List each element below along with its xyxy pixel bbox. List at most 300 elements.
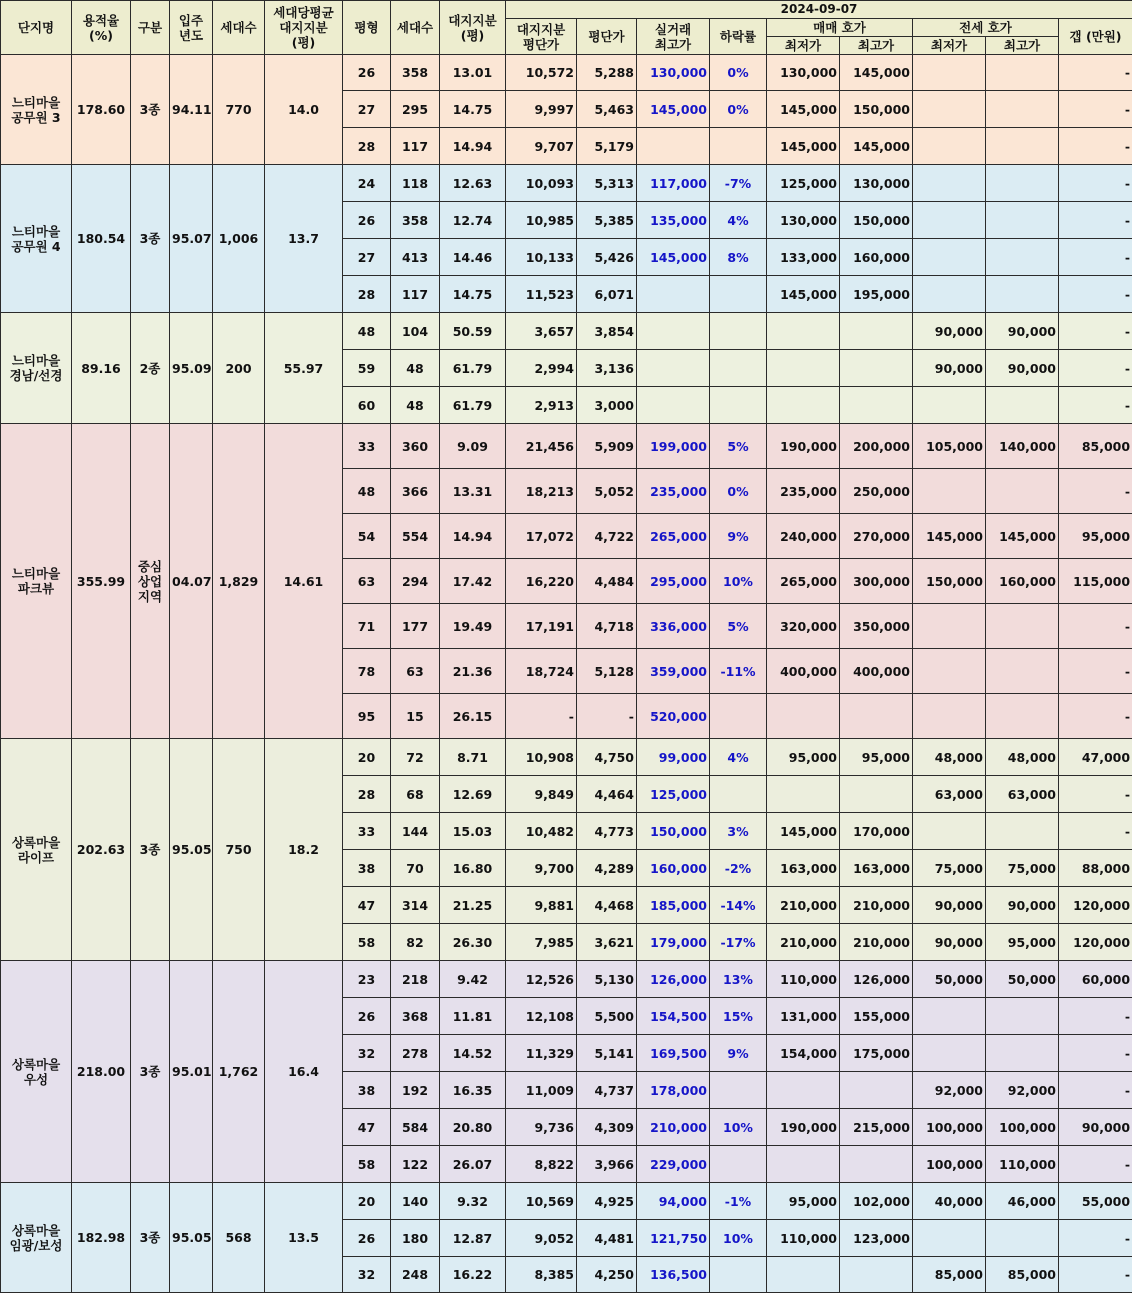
cell-jmax [986,1220,1059,1257]
cell-gap: - [1059,1035,1132,1072]
table-row [1,1183,1132,1220]
cell-py: 38 [343,850,391,887]
complex-name: 느티마을 공무원 3 [1,55,72,165]
cell-drop: 4% [710,739,767,776]
cell-jmin [913,91,986,128]
complex-households: 770 [213,55,265,165]
cell-land: 61.79 [440,350,506,387]
cell-smin [767,1072,840,1109]
cell-gap: - [1059,239,1132,276]
cell-smax: 145,000 [840,128,913,165]
cell-pp: 5,385 [577,202,637,239]
cell-smin: 235,000 [767,469,840,514]
cell-land: 12.87 [440,1220,506,1257]
cell-drop [710,1072,767,1109]
cell-drop [710,350,767,387]
complex-name: 상록마을 우성 [1,961,72,1183]
cell-units: 366 [391,469,440,514]
cell-land: 17.42 [440,559,506,604]
cell-lp: 10,985 [506,202,577,239]
cell-smin: 95,000 [767,1183,840,1220]
cell-smin: 130,000 [767,55,840,91]
cell-drop: -1% [710,1183,767,1220]
table-row [1,961,1132,998]
cell-smin: 265,000 [767,559,840,604]
table-row [1,739,1132,776]
cell-land: 8.71 [440,739,506,776]
cell-jmin [913,55,986,91]
cell-jmax: 140,000 [986,424,1059,469]
cell-jmax: 46,000 [986,1183,1059,1220]
cell-gap: - [1059,128,1132,165]
cell-pp: - [577,694,637,739]
cell-smin [767,1146,840,1183]
cell-smax: 95,000 [840,739,913,776]
header-jeonse-group: 전세 호가 [913,19,1059,37]
cell-pp: 4,773 [577,813,637,850]
header-pyeong: 평형 [343,1,391,55]
cell-units: 118 [391,165,440,202]
cell-py: 28 [343,128,391,165]
cell-drop [710,1146,767,1183]
cell-smin: 163,000 [767,850,840,887]
cell-units: 144 [391,813,440,850]
cell-land: 26.15 [440,694,506,739]
header-avg-land: 세대당평균 대지지분 (평) [265,1,343,55]
cell-jmin: 105,000 [913,424,986,469]
cell-py: 63 [343,559,391,604]
cell-lp: 10,569 [506,1183,577,1220]
header-far: 용적율 (%) [72,1,131,55]
cell-jmin: 100,000 [913,1146,986,1183]
cell-units: 584 [391,1109,440,1146]
cell-jmin [913,276,986,313]
cell-real: 199,000 [637,424,710,469]
header-households: 세대수 [213,1,265,55]
cell-gap: - [1059,313,1132,350]
cell-land: 16.22 [440,1257,506,1293]
cell-jmax [986,239,1059,276]
cell-py: 32 [343,1257,391,1293]
cell-units: 177 [391,604,440,649]
cell-pp: 5,313 [577,165,637,202]
cell-py: 20 [343,739,391,776]
cell-land: 9.32 [440,1183,506,1220]
cell-smax: 300,000 [840,559,913,604]
cell-pp: 5,141 [577,1035,637,1072]
cell-units: 368 [391,998,440,1035]
cell-py: 24 [343,165,391,202]
cell-pp: 5,179 [577,128,637,165]
cell-drop: 5% [710,424,767,469]
cell-land: 11.81 [440,998,506,1035]
cell-land: 12.74 [440,202,506,239]
cell-lp: 8,385 [506,1257,577,1293]
cell-jmax: 90,000 [986,350,1059,387]
cell-real: 295,000 [637,559,710,604]
cell-drop: 13% [710,961,767,998]
cell-smax: 150,000 [840,91,913,128]
cell-real: 336,000 [637,604,710,649]
table-row [1,55,1132,91]
cell-py: 23 [343,961,391,998]
cell-smax: 150,000 [840,202,913,239]
cell-land: 12.63 [440,165,506,202]
cell-lp: 3,657 [506,313,577,350]
cell-real: 135,000 [637,202,710,239]
cell-land: 9.09 [440,424,506,469]
cell-lp: 21,456 [506,424,577,469]
complex-avg-land: 13.7 [265,165,343,313]
cell-real [637,350,710,387]
cell-jmax [986,165,1059,202]
cell-units: 48 [391,387,440,424]
cell-py: 58 [343,924,391,961]
cell-real: 121,750 [637,1220,710,1257]
complex-year: 95.01 [170,961,213,1183]
cell-smin: 145,000 [767,128,840,165]
cell-units: 117 [391,276,440,313]
cell-pp: 6,071 [577,276,637,313]
cell-real: 117,000 [637,165,710,202]
cell-real: 130,000 [637,55,710,91]
cell-smax [840,350,913,387]
cell-pp: 5,909 [577,424,637,469]
cell-py: 26 [343,202,391,239]
cell-smin [767,387,840,424]
cell-drop [710,1257,767,1293]
cell-real [637,313,710,350]
complex-zone: 2종 [131,313,170,424]
header-sale-min: 최저가 [767,37,840,55]
cell-jmin: 92,000 [913,1072,986,1109]
cell-land: 14.75 [440,91,506,128]
cell-jmax [986,649,1059,694]
cell-jmin: 100,000 [913,1109,986,1146]
cell-drop: -2% [710,850,767,887]
cell-drop: 5% [710,604,767,649]
cell-jmax: 90,000 [986,887,1059,924]
cell-drop: 9% [710,514,767,559]
complex-year: 04.07 [170,424,213,739]
cell-py: 32 [343,1035,391,1072]
cell-jmin [913,649,986,694]
cell-lp: 11,009 [506,1072,577,1109]
complex-zone: 3종 [131,1183,170,1293]
cell-units: 72 [391,739,440,776]
cell-jmax: 145,000 [986,514,1059,559]
cell-real: 210,000 [637,1109,710,1146]
cell-smin: 145,000 [767,813,840,850]
cell-land: 14.75 [440,276,506,313]
cell-pp: 4,468 [577,887,637,924]
cell-units: 122 [391,1146,440,1183]
cell-py: 54 [343,514,391,559]
cell-pp: 4,464 [577,776,637,813]
complex-name: 느티마을 경남/선경 [1,313,72,424]
cell-smin: 320,000 [767,604,840,649]
table-row [1,165,1132,202]
cell-pp: 4,289 [577,850,637,887]
cell-lp: 12,108 [506,998,577,1035]
cell-jmax [986,387,1059,424]
complex-far: 355.99 [72,424,131,739]
cell-drop [710,128,767,165]
cell-drop [710,387,767,424]
cell-jmax [986,91,1059,128]
cell-jmin [913,604,986,649]
table-row [1,424,1132,469]
cell-land: 21.36 [440,649,506,694]
cell-jmin [913,387,986,424]
cell-smax: 102,000 [840,1183,913,1220]
complex-far: 218.00 [72,961,131,1183]
cell-pp: 3,136 [577,350,637,387]
cell-pp: 4,481 [577,1220,637,1257]
cell-lp: 10,133 [506,239,577,276]
cell-real: 160,000 [637,850,710,887]
cell-pp: 5,500 [577,998,637,1035]
cell-jmax [986,55,1059,91]
cell-land: 20.80 [440,1109,506,1146]
cell-lp: 2,994 [506,350,577,387]
complex-avg-land: 14.61 [265,424,343,739]
cell-drop: 10% [710,1220,767,1257]
cell-smax: 163,000 [840,850,913,887]
cell-gap: 120,000 [1059,924,1132,961]
complex-households: 568 [213,1183,265,1293]
cell-smax [840,694,913,739]
cell-pp: 4,925 [577,1183,637,1220]
cell-gap: 60,000 [1059,961,1132,998]
cell-smin: 130,000 [767,202,840,239]
cell-drop: -14% [710,887,767,924]
cell-jmax [986,604,1059,649]
cell-jmin [913,239,986,276]
cell-units: 218 [391,961,440,998]
complex-year: 94.11 [170,55,213,165]
cell-jmax: 95,000 [986,924,1059,961]
complex-year: 95.05 [170,739,213,961]
cell-jmin [913,1220,986,1257]
cell-pp: 3,854 [577,313,637,350]
cell-jmax [986,694,1059,739]
cell-units: 360 [391,424,440,469]
cell-drop: 15% [710,998,767,1035]
cell-units: 358 [391,202,440,239]
cell-gap: - [1059,202,1132,239]
cell-jmax: 110,000 [986,1146,1059,1183]
cell-py: 26 [343,55,391,91]
cell-jmin [913,694,986,739]
cell-units: 48 [391,350,440,387]
header-jeonse-min: 최저가 [913,37,986,55]
cell-gap: - [1059,649,1132,694]
cell-real: 125,000 [637,776,710,813]
cell-pp: 5,463 [577,91,637,128]
cell-jmin [913,1035,986,1072]
cell-jmin: 145,000 [913,514,986,559]
complex-year: 95.09 [170,313,213,424]
cell-gap: - [1059,813,1132,850]
cell-smax: 145,000 [840,55,913,91]
cell-drop: 8% [710,239,767,276]
cell-units: 15 [391,694,440,739]
cell-units: 82 [391,924,440,961]
complex-avg-land: 55.97 [265,313,343,424]
cell-pp: 3,966 [577,1146,637,1183]
cell-land: 14.94 [440,514,506,559]
complex-name: 느티마을 파크뷰 [1,424,72,739]
cell-smax [840,313,913,350]
cell-land: 26.30 [440,924,506,961]
cell-smax: 123,000 [840,1220,913,1257]
cell-land: 50.59 [440,313,506,350]
cell-gap: - [1059,694,1132,739]
cell-gap: - [1059,604,1132,649]
cell-real: 145,000 [637,239,710,276]
cell-pp: 4,722 [577,514,637,559]
cell-land: 16.80 [440,850,506,887]
cell-py: 78 [343,649,391,694]
complex-zone: 3종 [131,165,170,313]
cell-lp: 9,881 [506,887,577,924]
cell-py: 59 [343,350,391,387]
cell-jmin: 150,000 [913,559,986,604]
complex-far: 180.54 [72,165,131,313]
cell-py: 33 [343,813,391,850]
cell-real: 136,500 [637,1257,710,1293]
complex-households: 1,006 [213,165,265,313]
cell-real: 94,000 [637,1183,710,1220]
cell-smax [840,1146,913,1183]
cell-lp: 10,093 [506,165,577,202]
cell-drop: -7% [710,165,767,202]
cell-land: 13.31 [440,469,506,514]
cell-drop: 0% [710,91,767,128]
cell-real [637,387,710,424]
cell-drop [710,776,767,813]
cell-pp: 4,750 [577,739,637,776]
cell-smax: 270,000 [840,514,913,559]
table-header [1,1,1132,55]
cell-smax [840,387,913,424]
cell-gap: 47,000 [1059,739,1132,776]
cell-drop [710,313,767,350]
header-price-per-pyeong: 평단가 [577,19,637,55]
cell-jmax: 160,000 [986,559,1059,604]
cell-smax: 170,000 [840,813,913,850]
complex-far: 202.63 [72,739,131,961]
cell-land: 14.94 [440,128,506,165]
cell-real: 145,000 [637,91,710,128]
complex-households: 750 [213,739,265,961]
cell-smin [767,1257,840,1293]
cell-smax: 175,000 [840,1035,913,1072]
cell-gap: 90,000 [1059,1109,1132,1146]
cell-drop: 9% [710,1035,767,1072]
cell-jmax [986,276,1059,313]
cell-lp: 9,736 [506,1109,577,1146]
complex-avg-land: 18.2 [265,739,343,961]
table-row [1,313,1132,350]
cell-drop: 4% [710,202,767,239]
cell-gap: - [1059,55,1132,91]
cell-jmin [913,165,986,202]
complex-avg-land: 16.4 [265,961,343,1183]
cell-jmin: 90,000 [913,887,986,924]
cell-units: 278 [391,1035,440,1072]
cell-units: 248 [391,1257,440,1293]
cell-py: 95 [343,694,391,739]
cell-real [637,128,710,165]
cell-real: 178,000 [637,1072,710,1109]
cell-jmax [986,998,1059,1035]
cell-py: 38 [343,1072,391,1109]
cell-land: 14.46 [440,239,506,276]
cell-smax: 160,000 [840,239,913,276]
cell-smin: 190,000 [767,1109,840,1146]
cell-units: 104 [391,313,440,350]
cell-smin: 210,000 [767,887,840,924]
cell-jmax [986,202,1059,239]
cell-jmin: 63,000 [913,776,986,813]
cell-gap: - [1059,1146,1132,1183]
cell-smin: 145,000 [767,91,840,128]
cell-smax [840,776,913,813]
cell-smax: 215,000 [840,1109,913,1146]
cell-land: 9.42 [440,961,506,998]
cell-jmin [913,998,986,1035]
cell-jmin: 48,000 [913,739,986,776]
cell-lp: 16,220 [506,559,577,604]
cell-gap: 120,000 [1059,887,1132,924]
cell-lp: 9,707 [506,128,577,165]
cell-gap: - [1059,350,1132,387]
cell-gap: - [1059,276,1132,313]
cell-lp: 11,329 [506,1035,577,1072]
cell-gap: - [1059,91,1132,128]
header-date: 2024-09-07 [506,1,1132,19]
cell-pp: 5,426 [577,239,637,276]
cell-smax: 126,000 [840,961,913,998]
cell-jmax: 50,000 [986,961,1059,998]
cell-real: 235,000 [637,469,710,514]
cell-units: 358 [391,55,440,91]
cell-smin [767,313,840,350]
complex-households: 1,829 [213,424,265,739]
cell-smin: 133,000 [767,239,840,276]
cell-lp: 10,482 [506,813,577,850]
cell-land: 21.25 [440,887,506,924]
cell-smax [840,1257,913,1293]
cell-land: 19.49 [440,604,506,649]
cell-smax: 200,000 [840,424,913,469]
cell-units: 68 [391,776,440,813]
cell-land: 15.03 [440,813,506,850]
cell-jmax [986,1035,1059,1072]
cell-drop: 0% [710,55,767,91]
cell-gap: - [1059,165,1132,202]
cell-jmax: 48,000 [986,739,1059,776]
cell-land: 26.07 [440,1146,506,1183]
cell-lp: 9,052 [506,1220,577,1257]
cell-py: 48 [343,313,391,350]
cell-drop [710,276,767,313]
cell-real: 520,000 [637,694,710,739]
cell-units: 117 [391,128,440,165]
cell-units: 63 [391,649,440,694]
